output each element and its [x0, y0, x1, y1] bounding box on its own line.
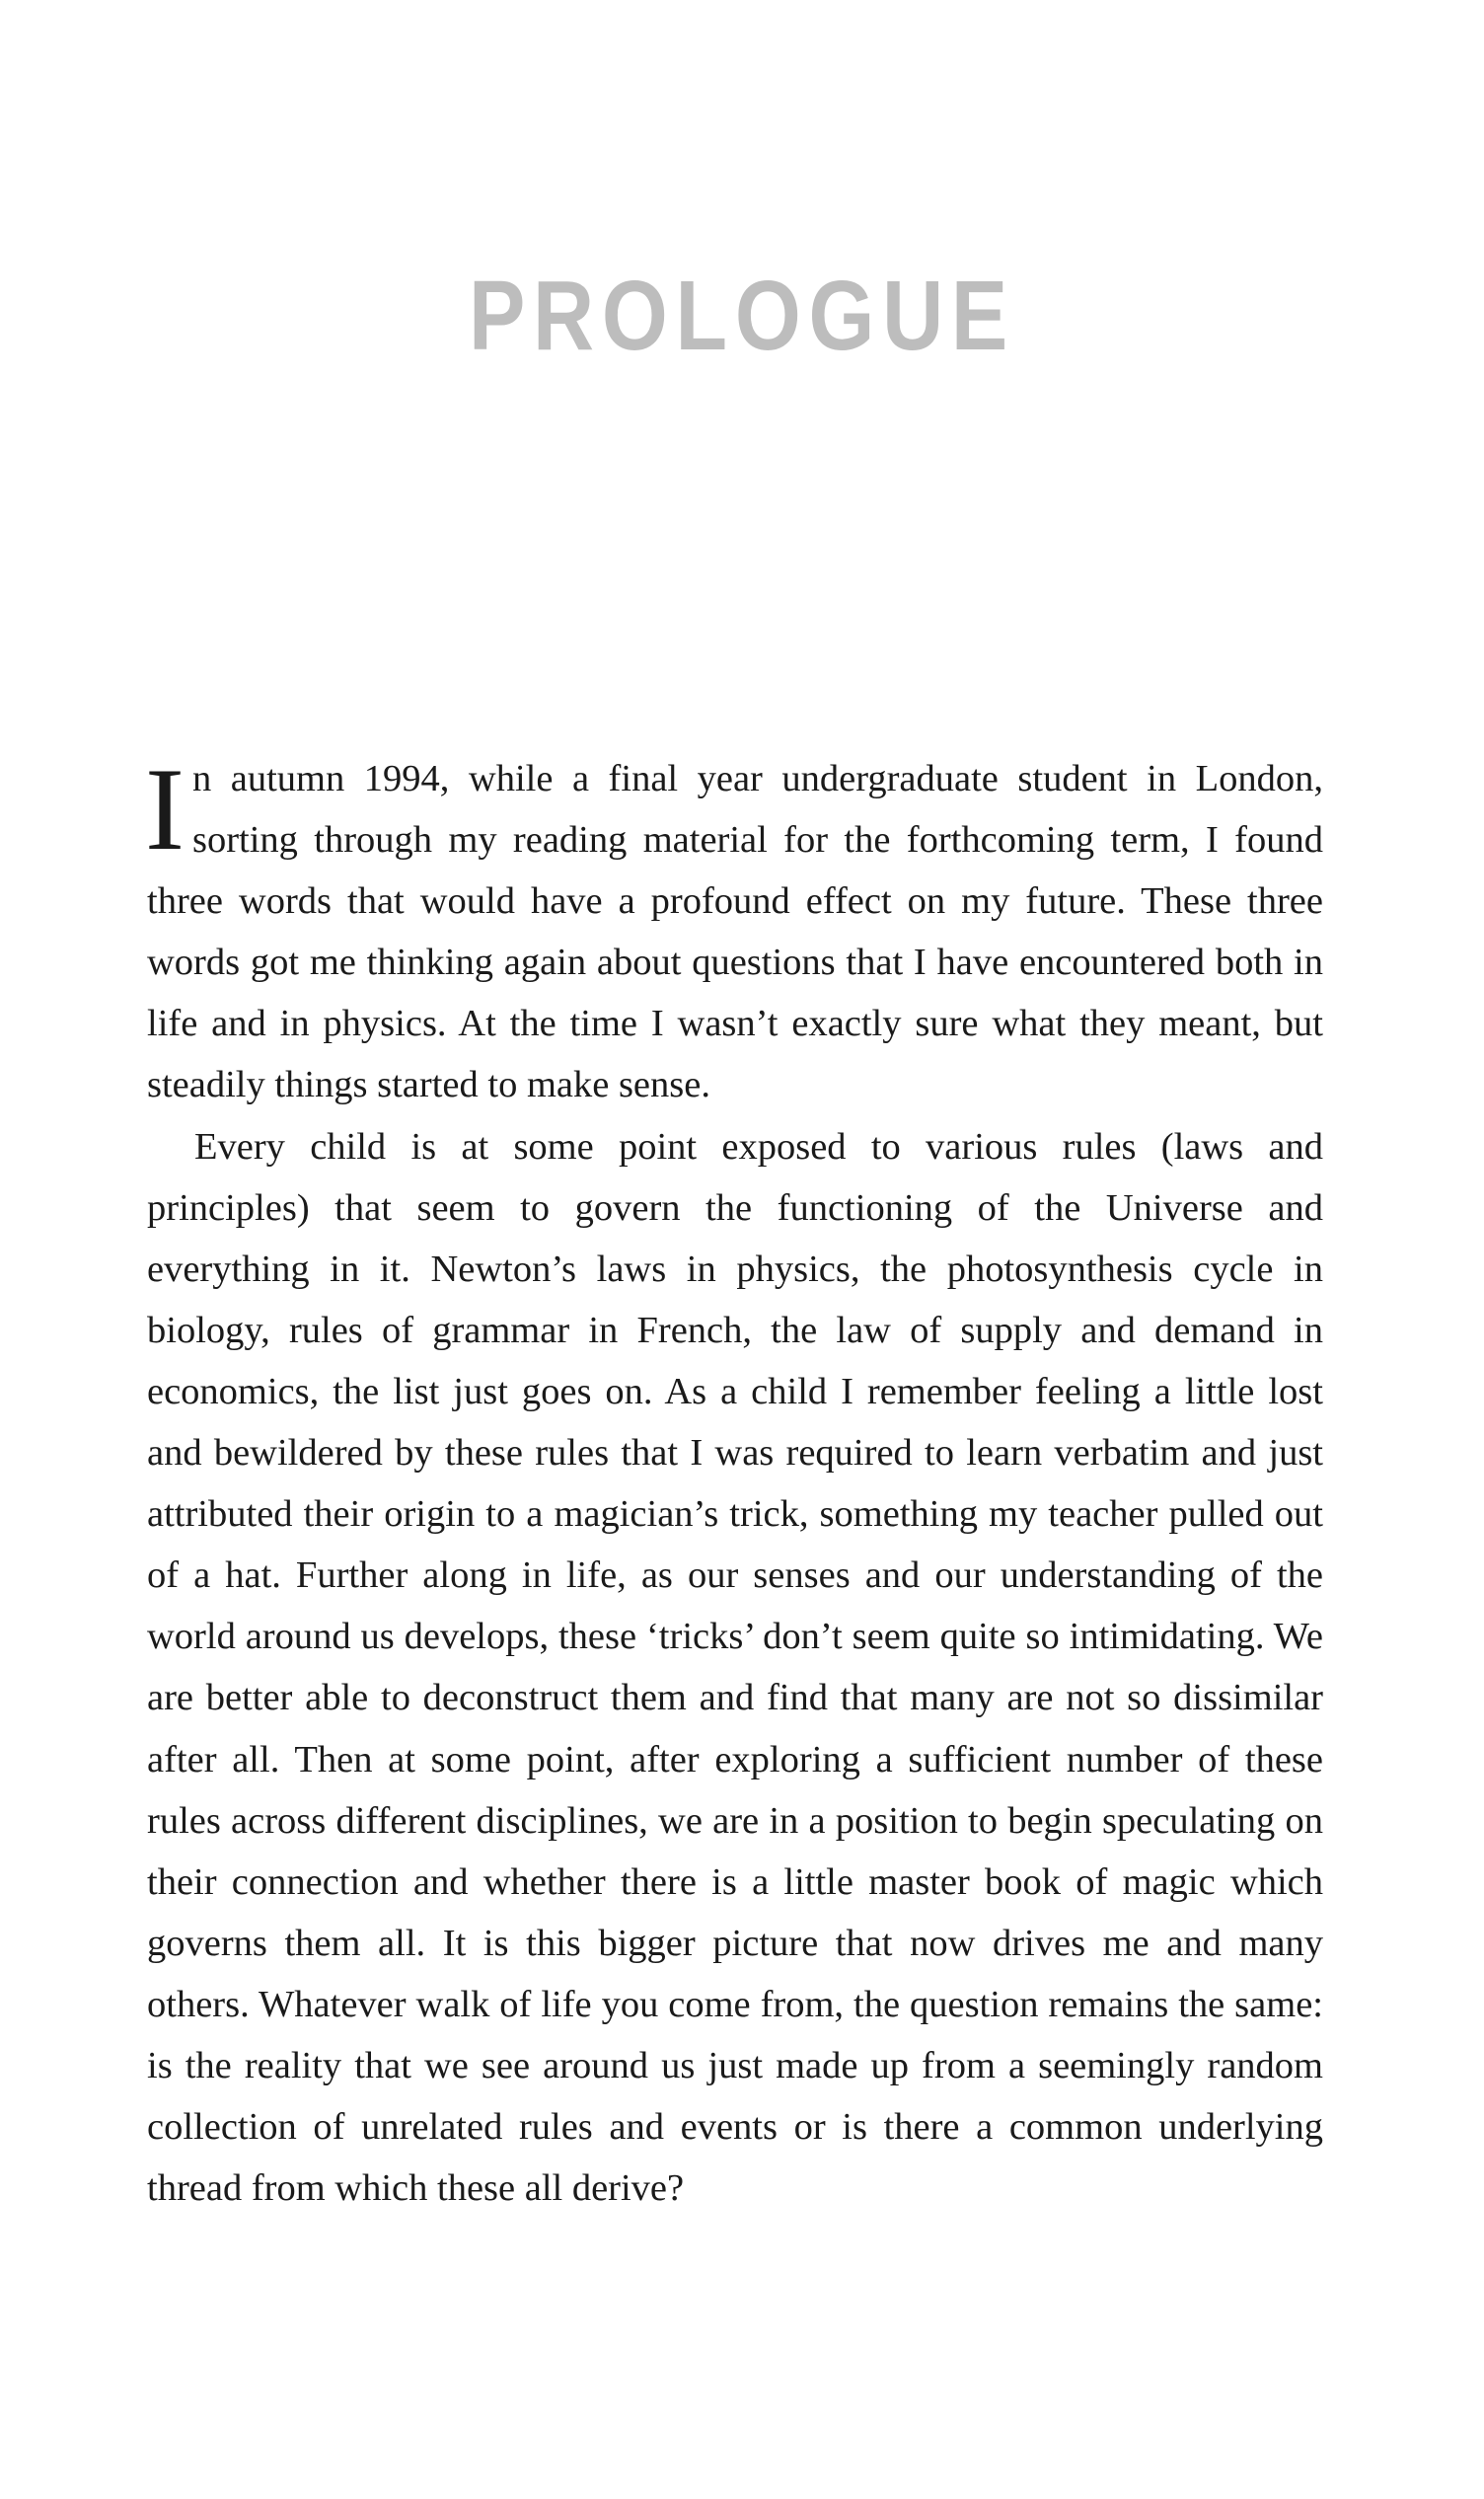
chapter-title: PROLOGUE	[468, 261, 1016, 371]
body-text	[145, 743, 1323, 2219]
paragraph-2: Every child is at some point exposed to various rules (laws and principles) that seem to govern the functioning of the Universe and everything in it. Newton’s laws in physics, the photosynthesis cycle in biology, rules of grammar in French, the law of supply and demand in economics, the list just goes on. As a child I remember feeling a little lost and bewildered by these rules that I was required to learn verbatim and just attributed their origin to a magician’s trick, something my teacher pulled out of a hat. Further along in life, as our senses and our understanding of the world around us develops, these ‘tricks’ don’t seem quite so intimidating. We are better able to deconstruct them and find that many are not so dissimilar after all. Then at some point, after exploring a sufficient number of these rules across different disciplines, we are in a position to begin speculating on their connection and whether there is a little master book of magic which governs them all. It is this bigger picture that now drives me and many others. Whatever walk of life you come from, the question remains the same: is the reality that we see around us just made up from a seemingly random collection of unrelated rules and events or is there a common underlying thread from which these all derive?	[147, 1125, 1323, 2210]
drop-cap: I	[145, 743, 185, 874]
paragraph-1-text: n autumn 1994, while a final year undergraduate student in London, sorting through my reading material for the forthcoming term, I found three words that would have a profound effect on my future. These three words got me thinking again about questions that I have encountered both in life and in physics. At the time I wasn’t exactly sure what they meant, but steadily things started to make sense.	[147, 758, 1323, 1106]
paragraph-1	[145, 743, 1323, 1116]
